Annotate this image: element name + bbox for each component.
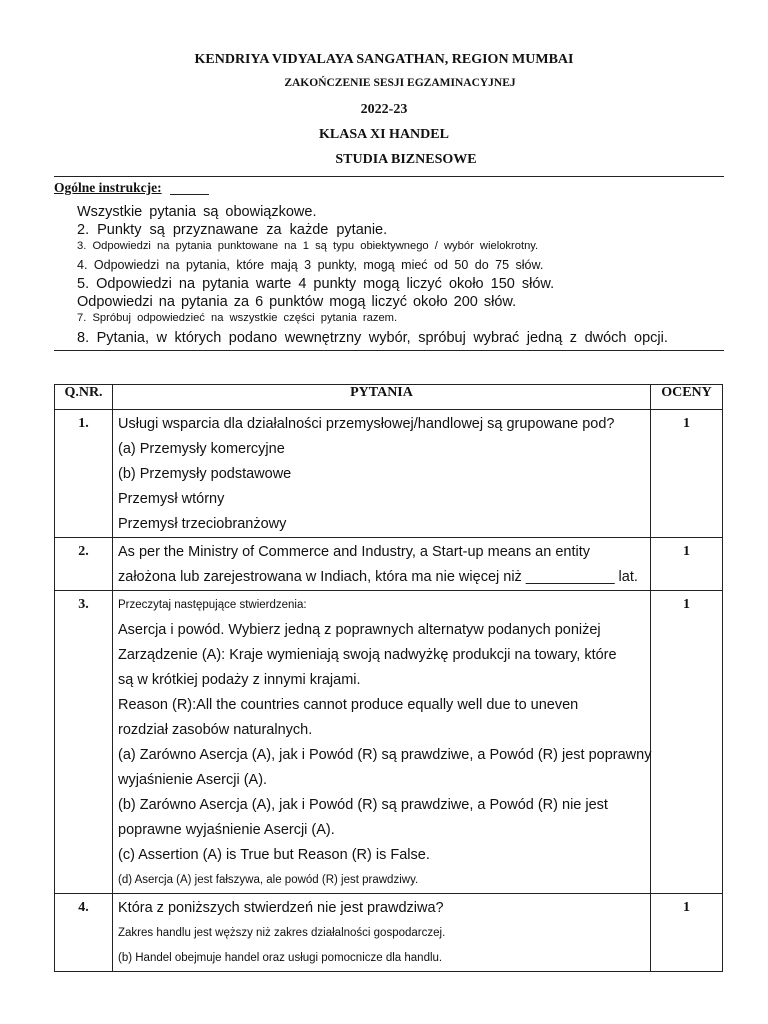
question-line: As per the Ministry of Commerce and Industry, a Start-up means an entity	[118, 544, 590, 560]
instruction-item: 2. Punkty są przyznawane za każde pytanie.	[77, 222, 388, 238]
instruction-item: 7. Spróbuj odpowiedzieć na wszystkie części pytania razem.	[77, 312, 398, 324]
question-marks: 1	[651, 410, 723, 538]
academic-year: 2022-23	[360, 102, 408, 117]
option-line: (a) Przemysły komercyjne	[118, 441, 285, 457]
questions-table	[54, 384, 723, 972]
col-header-qno: Q.NR.	[55, 385, 113, 410]
instruction-item: 5. Odpowiedzi na pytania warte 4 punkty mogą liczyć około 150 słów.	[77, 276, 555, 292]
instruction-item: Odpowiedzi na pytania za 6 punktów mogą liczyć około 200 słów.	[77, 294, 517, 310]
option-line: (d) Asercja (A) jest fałszywa, ale powód (R) jest prawdziwy.	[118, 874, 419, 886]
question-line: Usługi wsparcia dla działalności przemysłowej/handlowej są grupowane pod?	[118, 416, 615, 432]
col-header-question: PYTANIA	[113, 385, 651, 410]
instruction-item: Wszystkie pytania są obowiązkowe.	[77, 204, 317, 220]
table-row	[55, 538, 723, 591]
reason-line: Reason (R):All the countries cannot produce equally well due to uneven	[118, 697, 579, 713]
question-line: Która z poniższych stwierdzeń nie jest prawdziwa?	[118, 900, 444, 916]
question-number: 1.	[55, 410, 113, 538]
option-line: Przemysł wtórny	[118, 491, 225, 507]
question-number: 3.	[55, 591, 113, 894]
option-line: poprawne wyjaśnienie Asercji (A).	[118, 822, 335, 838]
option-line: (c) Assertion (A) is True but Reason (R) is False.	[118, 847, 430, 863]
heading-underline-blank	[170, 194, 209, 195]
question-text	[113, 410, 651, 538]
header-rule	[54, 176, 724, 177]
assertion-line: Zarządzenie (A): Kraje wymieniają swoją nadwyżkę produkcji na towary, które	[118, 647, 617, 663]
option-line: (a) Zarówno Asercja (A), jak i Powód (R) są prawdziwe, a Powód (R) jest poprawny	[118, 747, 652, 763]
question-line: założona lub zarejestrowana w Indiach, która ma nie więcej niż ___________ lat.	[118, 569, 638, 585]
table-row	[55, 410, 723, 538]
table-row	[55, 591, 723, 894]
question-number: 2.	[55, 538, 113, 591]
question-marks: 1	[651, 894, 723, 972]
col-header-marks: OCENY	[651, 385, 723, 410]
question-text	[113, 894, 651, 972]
table-header-row	[55, 385, 723, 410]
instruction-item: 3. Odpowiedzi na pytania punktowane na 1 są typu obiektywnego / wybór wielokrotny.	[77, 240, 539, 252]
option-line: (b) Handel obejmuje handel oraz usługi pomocnicze dla handlu.	[118, 952, 443, 964]
question-text	[113, 591, 651, 894]
question-line: Asercja i powód. Wybierz jedną z poprawnych alternatyw podanych poniżej	[118, 622, 601, 638]
option-line: (b) Zarówno Asercja (A), jak i Powód (R) są prawdziwe, a Powód (R) nie jest	[118, 797, 608, 813]
class-name: KLASA XI HANDEL	[319, 127, 449, 142]
question-text	[113, 538, 651, 591]
question-marks: 1	[651, 591, 723, 894]
instructions-heading: Ogólne instrukcje:	[54, 180, 162, 195]
option-line: (b) Przemysły podstawowe	[118, 466, 292, 482]
instruction-item: 4. Odpowiedzi na pytania, które mają 3 punkty, mogą mieć od 50 do 75 słów.	[77, 258, 544, 272]
option-line: wyjaśnienie Asercji (A).	[118, 772, 268, 788]
subject-name: STUDIA BIZNESOWE	[335, 152, 477, 167]
question-number: 4.	[55, 894, 113, 972]
question-marks: 1	[651, 538, 723, 591]
exam-title: ZAKOŃCZENIE SESJI EGZAMINACYJNEJ	[284, 77, 516, 89]
instruction-item: 8. Pytania, w których podano wewnętrzny wybór, spróbuj wybrać jedną z dwóch opcji.	[77, 330, 668, 346]
option-line: Zakres handlu jest węższy niż zakres działalności gospodarczej.	[118, 927, 446, 939]
reason-line: rozdział zasobów naturalnych.	[118, 722, 313, 738]
assertion-line: są w krótkiej podaży z innymi krajami.	[118, 672, 361, 688]
option-line: Przemysł trzeciobranżowy	[118, 516, 287, 532]
table-row	[55, 894, 723, 972]
instructions-rule	[54, 350, 724, 351]
question-line: Przeczytaj następujące stwierdzenia:	[118, 599, 307, 611]
school-name: KENDRIYA VIDYALAYA SANGATHAN, REGION MUMBAI	[194, 52, 574, 67]
